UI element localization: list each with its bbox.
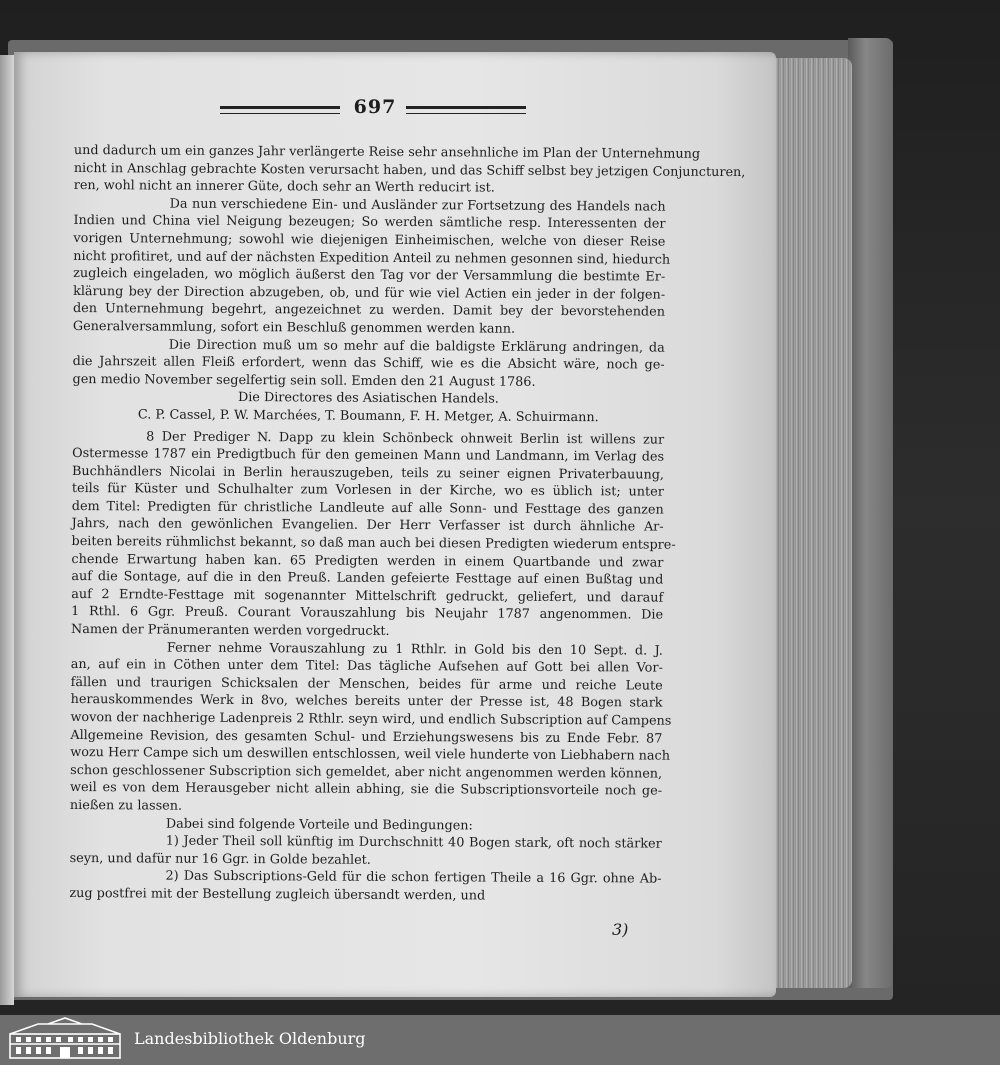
- text-line: Ferner nehme Vorauszahlung zu 1 Rthlr. in Gold bis den 10 Sept. d. J.: [166, 640, 663, 659]
- text-line: nicht profitiret, und auf der nächsten Expedition Anteil zu nehmen gesonnen sind, hiedurch: [73, 248, 671, 268]
- text-line: schon geschlossener Subscription sich gemeldet, aber nicht angenommen werden können,: [70, 762, 663, 782]
- header-rule-right: [406, 106, 526, 114]
- text-line: Buchhändlers Nicolai in Berlin herauszugeben, teils zu seiner eignen Privaterbauung,: [71, 463, 665, 483]
- text-line: 8 Der Prediger N. Dapp zu klein Schönbeck ohnweit Berlin ist willens zur: [146, 428, 665, 448]
- body-text: [69, 142, 746, 906]
- library-building-logo-icon: [8, 1020, 122, 1060]
- text-line: ren, wohl nicht an innerer Güte, doch sehr an Werth reducirt ist.: [73, 178, 495, 196]
- text-line: den Unternehmung begehrt, angezeichnet zu werden. Damit bey der bevorstehenden: [72, 301, 666, 320]
- text-line: Da nun verschiedene Ein- und Ausländer zur Fortsetzung des Handels nach: [169, 196, 666, 215]
- text-line: beiten bereits rühmlichst bekannt, so daß man auch bei diesen Predigten wiederum entspre-: [71, 534, 676, 553]
- header-rule-left: [220, 106, 340, 114]
- text-line: Die Directores des Asiatischen Handels.: [237, 390, 499, 407]
- book-back-board: [848, 38, 892, 988]
- text-line: Die Direction muß um so mehr auf die baldigste Erklärung andringen, da: [168, 337, 665, 356]
- text-line: die Jahrszeit allen Fleiß erfordert, wenn das Schiff, wie es die Absicht wäre, noch ge-: [72, 354, 665, 373]
- text-line: Indien und China viel Neigung bezeugen; So werden sämtliche resp. Interessenten der: [73, 213, 666, 232]
- text-line: wovon der nachherige Ladenpreis 2 Rthlr. seyn wird, und endlich Subscription auf Campens: [70, 709, 672, 729]
- text-line: Generalversammlung, sofort ein Beschluß genommen werden kann.: [72, 318, 516, 337]
- text-line: zug postfrei mit der Bestellung zugleich übersandt werden, und: [69, 885, 486, 904]
- text-line: zugleich eingeladen, wo möglich äußerst den Tag vor der Versammlung die bestimte Er-: [73, 266, 666, 285]
- facing-page-edge: [0, 55, 14, 1005]
- text-line: Jahrs, nach den gewönlichen Evangelien. Der Herr Verfasser ist durch ähnliche Ar-: [71, 516, 664, 536]
- text-line: dem Titel: Predigten für christliche Landleute auf alle Sonn- und Festtage des ganzen: [71, 498, 664, 518]
- text-line: klärung bey der Direction abzugeben, ob, und für wie viel Actien ein jeder in der folgen-: [73, 283, 666, 303]
- catchword-area: [612, 920, 652, 944]
- page-fore-edge: [770, 58, 852, 988]
- text-line: 2) Das Subscriptions-Geld für die schon fertigen Theile a 16 Ggr. ohne Ab-: [165, 868, 662, 887]
- text-line: Namen der Pränumeranten werden vorgedruckt.: [70, 622, 390, 639]
- text-line: seyn, und dafür nur 16 Ggr. in Golde bezahlet.: [69, 850, 371, 868]
- text-line: Dabei sind folgende Vorteile und Bedingungen:: [165, 816, 473, 834]
- catchword: 3): [612, 920, 629, 939]
- page-number: 697: [353, 96, 397, 118]
- text-line: herauskommendes Werk in 8vo, welches bereits unter der Presse ist, 48 Bogen stark: [70, 692, 663, 712]
- text-line: auf die Sontage, auf die in den Preuß. Landen gefeierte Festtage auf einen Bußtag und: [71, 569, 664, 588]
- text-line: 1 Rthl. 6 Ggr. Preuß. Courant Vorauszahlung bis Neujahr 1787 angenommen. Die: [71, 604, 664, 624]
- text-line: an, auf ein in Cöthen unter dem Titel: Das tägliche Aufsehen auf Gott bei allen Vor-: [70, 657, 663, 676]
- text-line: 1) Jeder Theil soll künftig im Durchschnitt 40 Bogen stark, oft noch stärker: [165, 833, 662, 852]
- text-line: fällen und traurigen Schicksalen der Menschen, beides für arme und reiche Leute: [70, 674, 663, 694]
- text-line: C. P. Cassel, P. W. Marchées, T. Boumann, F. H. Metger, A. Schuirmann.: [137, 407, 599, 426]
- institution-name: Landesbibliothek Oldenburg: [134, 1029, 366, 1048]
- text-line: wozu Herr Campe sich um deswillen entschlossen, weil viele hunderte von Liebhabern nach: [70, 745, 671, 764]
- text-line: chende Erwartung haben kan. 65 Predigten werden in einem Quartbande und zwar: [71, 551, 664, 571]
- text-line: nicht in Anschlag gebrachte Kosten verursacht haben, und das Schiff selbst bey jetzigen Conjuncturen,: [73, 160, 746, 180]
- footer-bar: [0, 1015, 1000, 1065]
- text-line: teils für Küster und Schulhalter zum Vorlesen in der Kirche, wo es üblich ist; unter: [71, 481, 664, 500]
- text-line: weil es von dem Herausgeber nicht allein abhing, sie die Subscriptionsvorteile noch ge-: [70, 780, 663, 799]
- text-line: gen medio November segelfertig sein soll. Emden den 21 August 1786.: [72, 371, 536, 390]
- text-line: nießen zu lassen.: [69, 797, 183, 814]
- text-line: Allgemeine Revision, des gesamten Schul- und Erziehungswesens bis zu Ende Febr. 87: [70, 727, 663, 747]
- text-line: und dadurch um ein ganzes Jahr verlängerte Reise sehr ansehnliche im Plan der Unternehmung: [73, 142, 701, 162]
- text-line: Ostermesse 1787 ein Predigtbuch für den gemeinen Mann und Landmann, im Verlag des: [72, 446, 665, 465]
- text-line: auf 2 Erndte-Festtage mit sogenannter Mittelschrift gedruckt, geliefert, und darauf: [71, 586, 664, 606]
- page-header: [220, 98, 530, 124]
- text-line: vorigen Unternehmung; sowohl wie diejenigen Einheimischen, welche von dieser Reise: [73, 230, 666, 250]
